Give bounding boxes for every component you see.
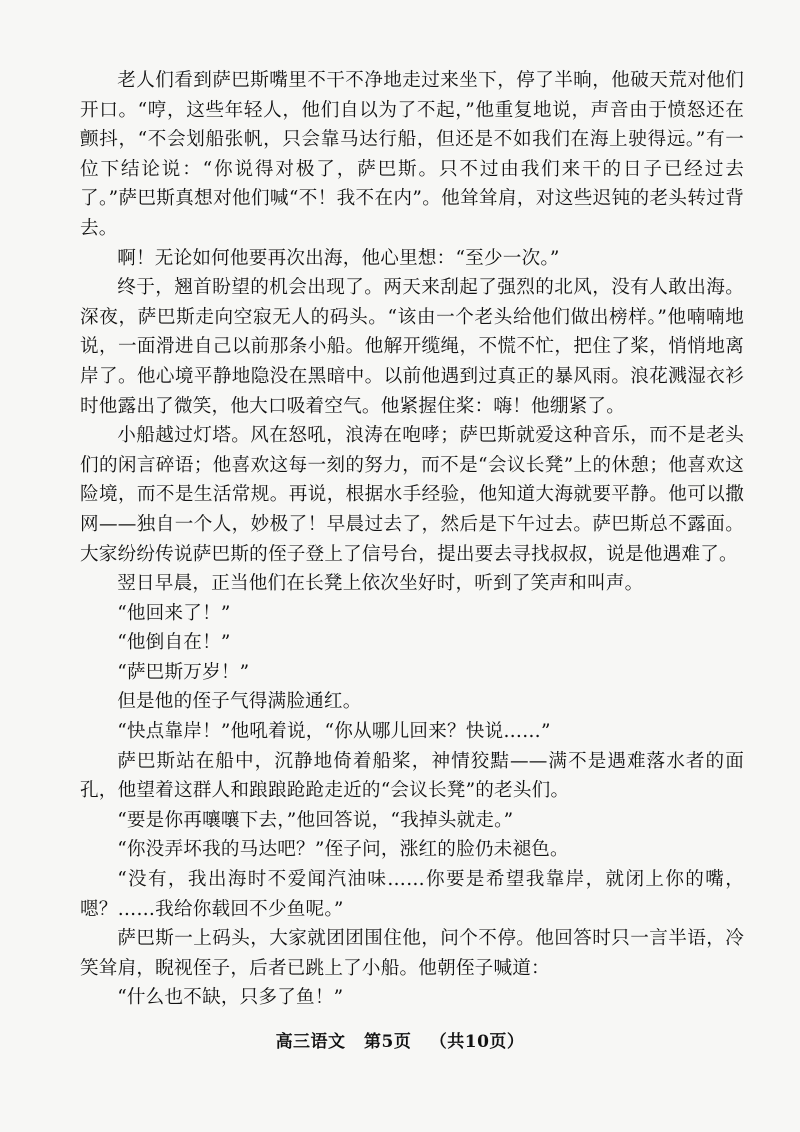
dialogue-line-6: “你没弄坏我的马达吧？”侄子问，涨红的脸仍未褪色。 bbox=[117, 839, 569, 861]
dialogue-line-4: “快点靠岸！”他吼着说，“你从哪儿回来？快说……” bbox=[117, 721, 551, 743]
page-footer bbox=[0, 1027, 800, 1052]
dialogue-line-3: “萨巴斯万岁！” bbox=[117, 661, 250, 683]
paragraph-3: 终于，翘首盼望的机会出现了。两天来刮起了强烈的北风，没有人敢出海。深夜，萨巴斯走向空寂无人的码头。“该由一个老头给他们做出榜样。”他喃喃地说，一面滑进自己以前那条小船。他解开缆绳，不慌不忙，把住了桨，悄悄地离岸了。他心境平静地隐没在黑暗中。以前他遇到过真正的暴风雨。浪花溅湿衣衫时他露出了微笑，他大口吸着空气。他紧握住桨：嗨！他绷紧了。 bbox=[80, 277, 744, 417]
paragraph-2: 啊！无论如何他要再次出海，他心里想：“至少一次。” bbox=[117, 247, 560, 269]
paragraph-8: 萨巴斯一上码头，大家就团团围住他，问个不停。他回答时只一言半语，冷笑耸肩，睨视侄子，后者已跳上了小船。他朝侄子喊道： bbox=[80, 928, 744, 979]
dialogue-line-8: “什么也不缺，只多了鱼！” bbox=[117, 987, 344, 1009]
dialogue-line-1: “他回来了！” bbox=[117, 602, 231, 624]
paragraph-5: 翌日早晨，正当他们在长凳上依次坐好时，听到了笑声和叫声。 bbox=[117, 573, 644, 595]
dialogue-line-7: “没有，我出海时不爱闻汽油味……你要是希望我靠岸，就闭上你的嘴，嗯？……我给你载回不少鱼呢。” bbox=[80, 869, 744, 920]
footer-total-pages: （共10页） bbox=[429, 1032, 525, 1052]
footer-page-number: 第5页 bbox=[363, 1032, 412, 1052]
article-body bbox=[80, 66, 744, 1013]
dialogue-line-2: “他倒自在！” bbox=[117, 632, 231, 654]
paragraph-1: 老人们看到萨巴斯嘴里不干不净地走过来坐下，停了半晌，他破天荒对他们开口。“哼，这些年轻人，他们自以为了不起，”他重复地说，声音由于愤怒还在颤抖，“不会划船张帆，只会靠马达行船，但还是不如我们在海上驶得远。”有一位下结论说：“你说得对极了，萨巴斯。只不过由我们来干的日子已经过去了。”萨巴斯真想对他们喊“不！我不在内”。他耸耸肩，对这些迟钝的老头转过背去。 bbox=[80, 70, 744, 239]
dialogue-line-5: “要是你再嚷嚷下去，”他回答说，“我掉头就走。” bbox=[117, 809, 514, 831]
paragraph-7: 萨巴斯站在船中，沉静地倚着船桨，神情狡黠——满不是遇难落水者的面孔，他望着这群人和踉踉跄跄走近的“会议长凳”的老头们。 bbox=[80, 750, 744, 802]
paragraph-6: 但是他的侄子气得满脸通红。 bbox=[117, 691, 362, 713]
paragraph-4: 小船越过灯塔。风在怒吼，浪涛在咆哮；萨巴斯就爱这种音乐，而不是老头们的闲言碎语；他喜欢这每一刻的努力，而不是“会议长凳”上的休憩；他喜欢这险境，而不是生活常规。再说，根据水手经验，他知道大海就要平静。他可以撒网——独自一个人，妙极了！早晨过去了，然后是下午过去。萨巴斯总不露面。大家纷纷传说萨巴斯的侄子登上了信号台，提出要去寻找叔叔，说是他遇难了。 bbox=[80, 425, 744, 565]
footer-subject: 高三语文 bbox=[275, 1032, 346, 1052]
